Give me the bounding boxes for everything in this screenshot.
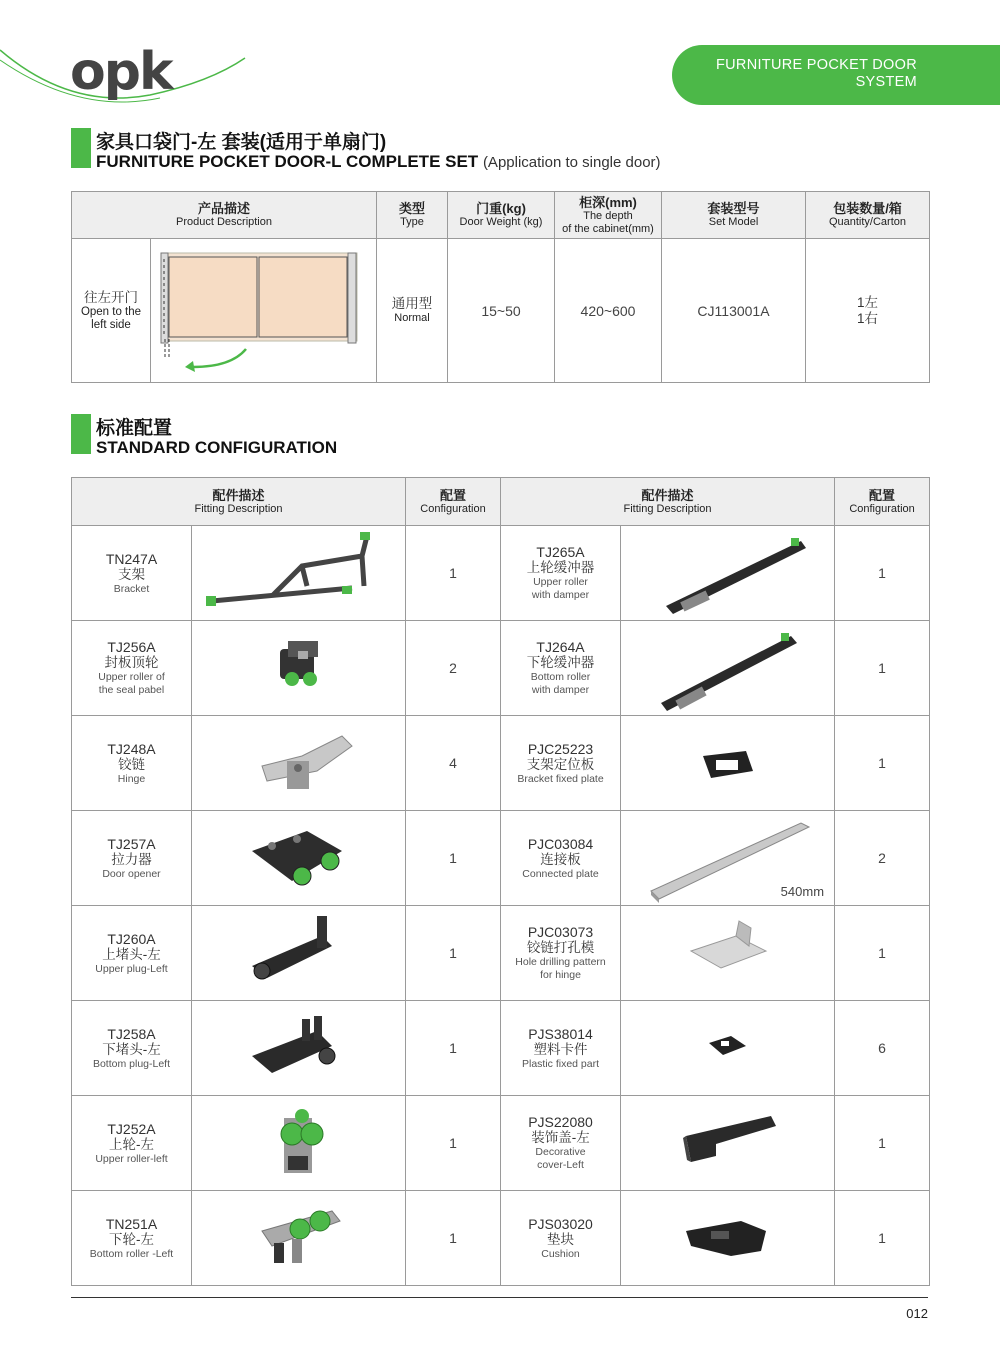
set-table-header — [72, 192, 930, 239]
fitting-code: TJ260A — [107, 930, 156, 947]
header-fitting-description-right: 配件描述 Fitting Description — [501, 478, 835, 526]
config-row — [72, 1001, 930, 1096]
fitting-code: PJC03084 — [527, 835, 594, 852]
bottom-damper-icon — [621, 621, 835, 715]
plastic-part-icon — [621, 1001, 835, 1095]
fitting-name-en: Upper roller — [533, 576, 588, 588]
fitting-name-cn: 封板顶轮 — [104, 655, 159, 670]
fitting-name-en: Upper plug-Left — [95, 962, 168, 975]
fitting-desc-left — [72, 811, 192, 906]
fitting-image — [192, 526, 406, 621]
config-row — [72, 1096, 930, 1191]
bracket-icon — [192, 526, 406, 620]
fitting-image — [621, 621, 835, 716]
length-note: 540mm — [780, 884, 825, 899]
section2-marker — [71, 414, 91, 454]
hinge-icon — [192, 716, 406, 810]
fitting-image — [192, 1096, 406, 1191]
header-configuration-right: 配置 Configuration — [835, 478, 930, 526]
configuration-qty: 2 — [835, 811, 930, 906]
fitting-desc-right — [501, 716, 621, 811]
config-row — [72, 716, 930, 811]
section1-title-cn: 家具口袋门-左 套装(适用于单扇门) — [96, 132, 387, 153]
configuration-qty: 1 — [406, 1096, 501, 1191]
configuration-qty: 1 — [406, 526, 501, 621]
fitting-desc-right — [501, 1001, 621, 1096]
fitting-code: TJ248A — [107, 740, 156, 757]
fitting-desc-right — [501, 811, 621, 906]
fitting-name-cn: 连接板 — [540, 851, 581, 867]
fitting-image — [621, 1096, 835, 1191]
logo-text: opk — [70, 42, 172, 102]
fitting-name-cn: 拉力器 — [111, 851, 152, 867]
fitting-code: TJ265A — [536, 544, 585, 560]
fitting-code: TJ264A — [536, 639, 585, 655]
configuration-qty: 1 — [406, 1191, 501, 1286]
section1-title-en-sub: (Application to single door) — [482, 154, 661, 171]
fitting-code: TJ256A — [107, 639, 156, 655]
fitting-code: PJS38014 — [528, 1025, 593, 1042]
depth-value: 420~600 — [555, 239, 662, 383]
fitting-name-en2: cover-Left — [537, 1159, 584, 1171]
configuration-qty: 1 — [835, 1096, 930, 1191]
fitting-image — [621, 906, 835, 1001]
fitting-name-cn: 支架定位板 — [526, 756, 595, 772]
footer-rule — [71, 1297, 928, 1298]
header-configuration-left: 配置 Configuration — [406, 478, 501, 526]
fitting-desc-right — [501, 621, 621, 716]
configuration-qty: 6 — [835, 1001, 930, 1096]
section2-title-en: STANDARD CONFIGURATION — [96, 438, 338, 457]
configuration-qty: 4 — [406, 716, 501, 811]
banner-line2: SYSTEM — [855, 74, 917, 90]
fitting-image — [621, 1001, 835, 1096]
section1-title-en — [96, 152, 661, 172]
fitting-name-en: Upper roller-left — [95, 1152, 168, 1165]
set-table — [71, 191, 930, 383]
section1-title-en-main: FURNITURE POCKET DOOR-L COMPLETE SET — [96, 152, 479, 171]
configuration-qty: 1 — [835, 1191, 930, 1286]
fitting-name-cn: 支架 — [118, 566, 145, 582]
door-opener-icon — [192, 811, 406, 905]
series-banner — [672, 45, 1000, 105]
open-direction: 往左开门 Open to the left side — [72, 239, 151, 383]
fitting-image — [621, 1191, 835, 1286]
config-row — [72, 621, 930, 716]
bottom-roller-icon — [192, 1191, 406, 1285]
upper-plug-icon — [192, 906, 406, 1000]
upper-roller-icon — [192, 1096, 406, 1190]
configuration-qty: 1 — [406, 906, 501, 1001]
config-row — [72, 526, 930, 621]
fitting-name-en: Connected plate — [522, 867, 599, 880]
fitting-code: PJS03020 — [528, 1215, 593, 1232]
banner-line1: FURNITURE POCKET DOOR — [716, 57, 917, 73]
fitting-name-en2: the seal pabel — [98, 684, 165, 696]
fitting-image — [192, 906, 406, 1001]
bracket-plate-icon — [621, 716, 835, 810]
fitting-name-en: Hinge — [117, 772, 146, 785]
header-product-description: 产品描述 Product Description — [72, 192, 377, 239]
fitting-image — [192, 1001, 406, 1096]
cabinet-diagram — [151, 239, 377, 383]
bottom-plug-icon — [192, 1001, 406, 1095]
configuration-qty: 1 — [406, 1001, 501, 1096]
fitting-name-cn: 上轮-左 — [109, 1136, 154, 1152]
config-row — [72, 811, 930, 906]
set-table-row — [72, 239, 930, 383]
fitting-name-cn: 下轮-左 — [109, 1231, 154, 1247]
header-quantity: 包装数量/箱 Quantity/Carton — [806, 192, 930, 239]
configuration-qty: 1 — [835, 716, 930, 811]
decorative-cover-icon — [621, 1096, 835, 1190]
fitting-image — [621, 526, 835, 621]
fitting-desc-left — [72, 1001, 192, 1096]
fitting-name-cn: 上轮缓冲器 — [526, 560, 595, 575]
config-table-header — [72, 478, 930, 526]
config-row — [72, 906, 930, 1001]
fitting-name-en2: with damper — [531, 589, 590, 601]
section1-marker — [71, 128, 91, 168]
config-row — [72, 1191, 930, 1286]
fitting-name-en: Upper roller of — [98, 671, 165, 683]
fitting-name-en: Decorative — [535, 1146, 586, 1158]
fitting-name-cn: 下轮缓冲器 — [526, 655, 595, 670]
header-depth: 柜深(mm) The depth of the cabinet(mm) — [555, 192, 662, 239]
fitting-name-en: Door opener — [102, 867, 161, 880]
header-fitting-description-left: 配件描述 Fitting Description — [72, 478, 406, 526]
fitting-name-en: Bottom plug-Left — [92, 1057, 171, 1070]
fitting-desc-right — [501, 906, 621, 1001]
fitting-name-cn: 上堵头-左 — [102, 946, 161, 962]
fitting-image — [621, 716, 835, 811]
cabinet-door-diagram-icon — [151, 239, 377, 382]
fitting-name-en: Cushion — [541, 1247, 580, 1260]
configuration-qty: 1 — [835, 621, 930, 716]
seal-roller-icon — [192, 621, 406, 715]
fitting-name-cn: 装饰盖-左 — [531, 1130, 590, 1145]
upper-damper-icon — [621, 526, 835, 620]
fitting-name-en: Bottom roller -Left — [89, 1247, 174, 1260]
brand-logo — [0, 20, 260, 110]
configuration-qty: 1 — [835, 526, 930, 621]
fitting-code: TJ257A — [107, 835, 156, 852]
cushion-icon — [621, 1191, 835, 1285]
fitting-image — [192, 1191, 406, 1286]
fitting-name-cn: 下堵头-左 — [102, 1041, 161, 1057]
fitting-name-en2: with damper — [531, 684, 590, 696]
fitting-code: TJ258A — [107, 1025, 156, 1042]
fitting-name-cn: 垫块 — [547, 1231, 575, 1247]
header-set-model: 套装型号 Set Model — [662, 192, 806, 239]
section2-title-cn: 标准配置 — [96, 418, 173, 439]
fitting-desc-left — [72, 716, 192, 811]
set-model-value: CJ113001A — [662, 239, 806, 383]
type-value: 通用型 Normal — [377, 239, 448, 383]
fitting-desc-right — [501, 1096, 621, 1191]
fitting-desc-left — [72, 1096, 192, 1191]
fitting-code: PJC03073 — [527, 924, 594, 940]
fitting-code: TN247A — [105, 550, 158, 567]
fitting-desc-left — [72, 906, 192, 1001]
door-weight-value: 15~50 — [448, 239, 555, 383]
fitting-name-en2: for hinge — [540, 969, 581, 981]
fitting-name-en: Plastic fixed part — [521, 1057, 600, 1070]
page-number: 012 — [906, 1306, 928, 1321]
fitting-code: PJC25223 — [527, 740, 594, 757]
configuration-qty: 2 — [406, 621, 501, 716]
fitting-image — [192, 716, 406, 811]
fitting-name-cn: 铰链打孔模 — [526, 940, 595, 955]
fitting-desc-left — [72, 621, 192, 716]
fitting-code: PJS22080 — [528, 1114, 593, 1130]
fitting-name-cn: 铰链 — [118, 756, 145, 772]
fitting-desc-right — [501, 1191, 621, 1286]
configuration-qty: 1 — [835, 906, 930, 1001]
fitting-image — [621, 811, 835, 906]
header-type: 类型 Type — [377, 192, 448, 239]
fitting-image — [192, 621, 406, 716]
fitting-name-cn: 塑料卡件 — [533, 1041, 588, 1057]
fitting-name-en: Hole drilling pattern — [515, 956, 606, 968]
fitting-name-en: Bottom roller — [530, 671, 591, 683]
quantity-value: 1左 1右 — [806, 239, 930, 383]
fitting-image — [192, 811, 406, 906]
fitting-name-en: Bracket fixed plate — [517, 772, 604, 785]
configuration-qty: 1 — [406, 811, 501, 906]
fitting-desc-right — [501, 526, 621, 621]
fitting-code: TN251A — [105, 1215, 158, 1232]
config-table — [71, 477, 930, 1286]
drilling-pattern-icon — [621, 906, 835, 1000]
fitting-code: TJ252A — [107, 1120, 156, 1137]
fitting-desc-left — [72, 526, 192, 621]
fitting-desc-left — [72, 1191, 192, 1286]
fitting-name-en: Bracket — [113, 582, 150, 595]
header-door-weight: 门重(kg) Door Weight (kg) — [448, 192, 555, 239]
